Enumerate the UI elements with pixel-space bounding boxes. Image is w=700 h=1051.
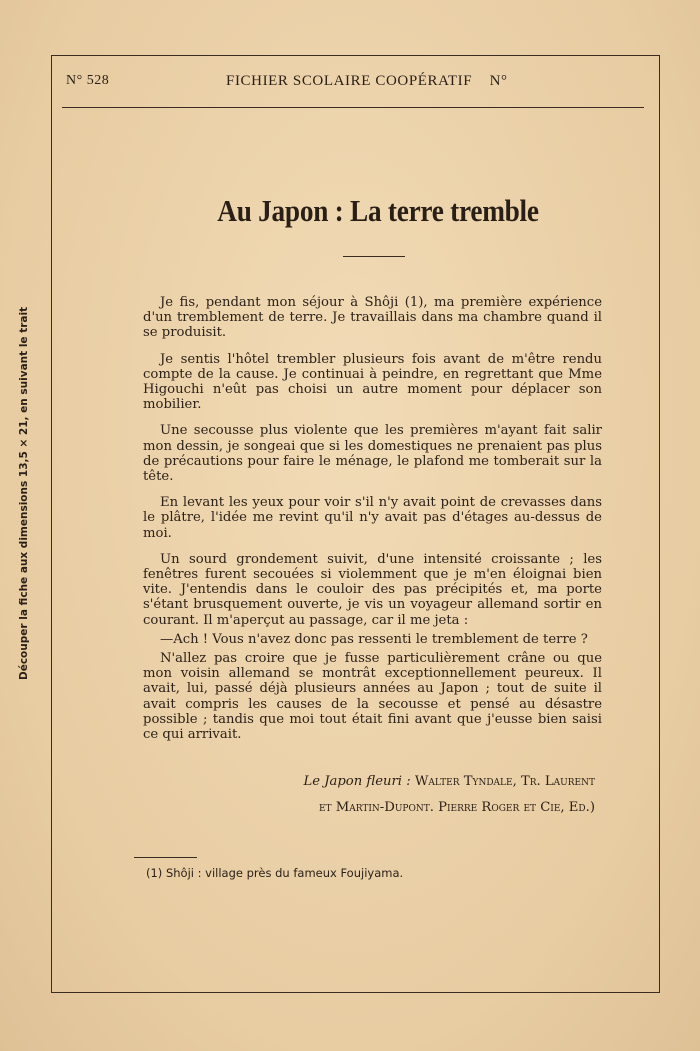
header-rule: [62, 107, 644, 108]
paragraph: —Ach ! Vous n'avez donc pas ressenti le tremblement de terre ?: [160, 631, 588, 647]
card-number: N° 528: [66, 73, 110, 88]
paragraph: Un sourd grondement suivit, d'une intensité croissante ; les fenêtres furent secouées si violemment que je m'en éloignai bien vite. J'entendis dans le couloir des pas précipités et, ma porte s'étant brusquement ouverte, je vis un voyageur allemand sortir en courant. Il m'aperçut au passage, car il me jeta :: [143, 551, 602, 628]
citation-author: Walter Tyndale, Tr. Laurent: [414, 774, 595, 789]
paragraph: Une secousse plus violente que les premières m'ayant fait salir mon dessin, je songeai que si les domestiques ne prenaient pas plus de précautions pour faire le ménage, le plafond me tomberait sur la tête.: [143, 423, 602, 485]
paragraph: N'allez pas croire que je fusse particulièrement crâne ou que mon voisin allemand se montrât exceptionnellement peureux. Il avait, lui, passé déjà plusieurs années au Japon ; tout de suite il avait compris les causes de la secousse et pensé au désastre possible ; tandis que moi tout était fini avant que j'eusse bien saisi ce qui arrivait.: [143, 651, 602, 743]
header-title: FICHIER SCOLAIRE COOPÉRATIF N°: [226, 73, 508, 89]
citation: [303, 769, 595, 821]
page-title: Au Japon : La terre tremble: [217, 193, 539, 228]
cutting-instruction: Découper la fiche aux dimensions 13,5 × 21, en suivant le trait: [18, 306, 30, 680]
paragraph: Je fis, pendant mon séjour à Shôji (1), ma première expérience d'un tremblement de terre. Je travaillais dans ma chambre quand il se produisit.: [143, 295, 602, 341]
citation-publisher: et Martin-Dupont. Pierre Roger et Cie, Ed.): [318, 800, 595, 815]
citation-work: Le Japon fleuri :: [303, 774, 411, 789]
paragraph: En levant les yeux pour voir s'il n'y avait point de crevasses dans le plâtre, l'idée me revint qu'il n'y avait pas d'étages au-dessus de moi.: [143, 495, 602, 541]
footnote: (1) Shôji : village près du fameux Foujiyama.: [146, 866, 404, 880]
article-body: [143, 295, 602, 753]
title-rule: [343, 256, 405, 257]
paragraph: Je sentis l'hôtel trembler plusieurs fois avant de m'être rendu compte de la cause. Je continuai à peindre, en regrettant que Mme Higouchi n'eût pas choisi un autre moment pour déplacer son mobilier.: [143, 351, 602, 413]
footnote-rule: [134, 857, 197, 858]
